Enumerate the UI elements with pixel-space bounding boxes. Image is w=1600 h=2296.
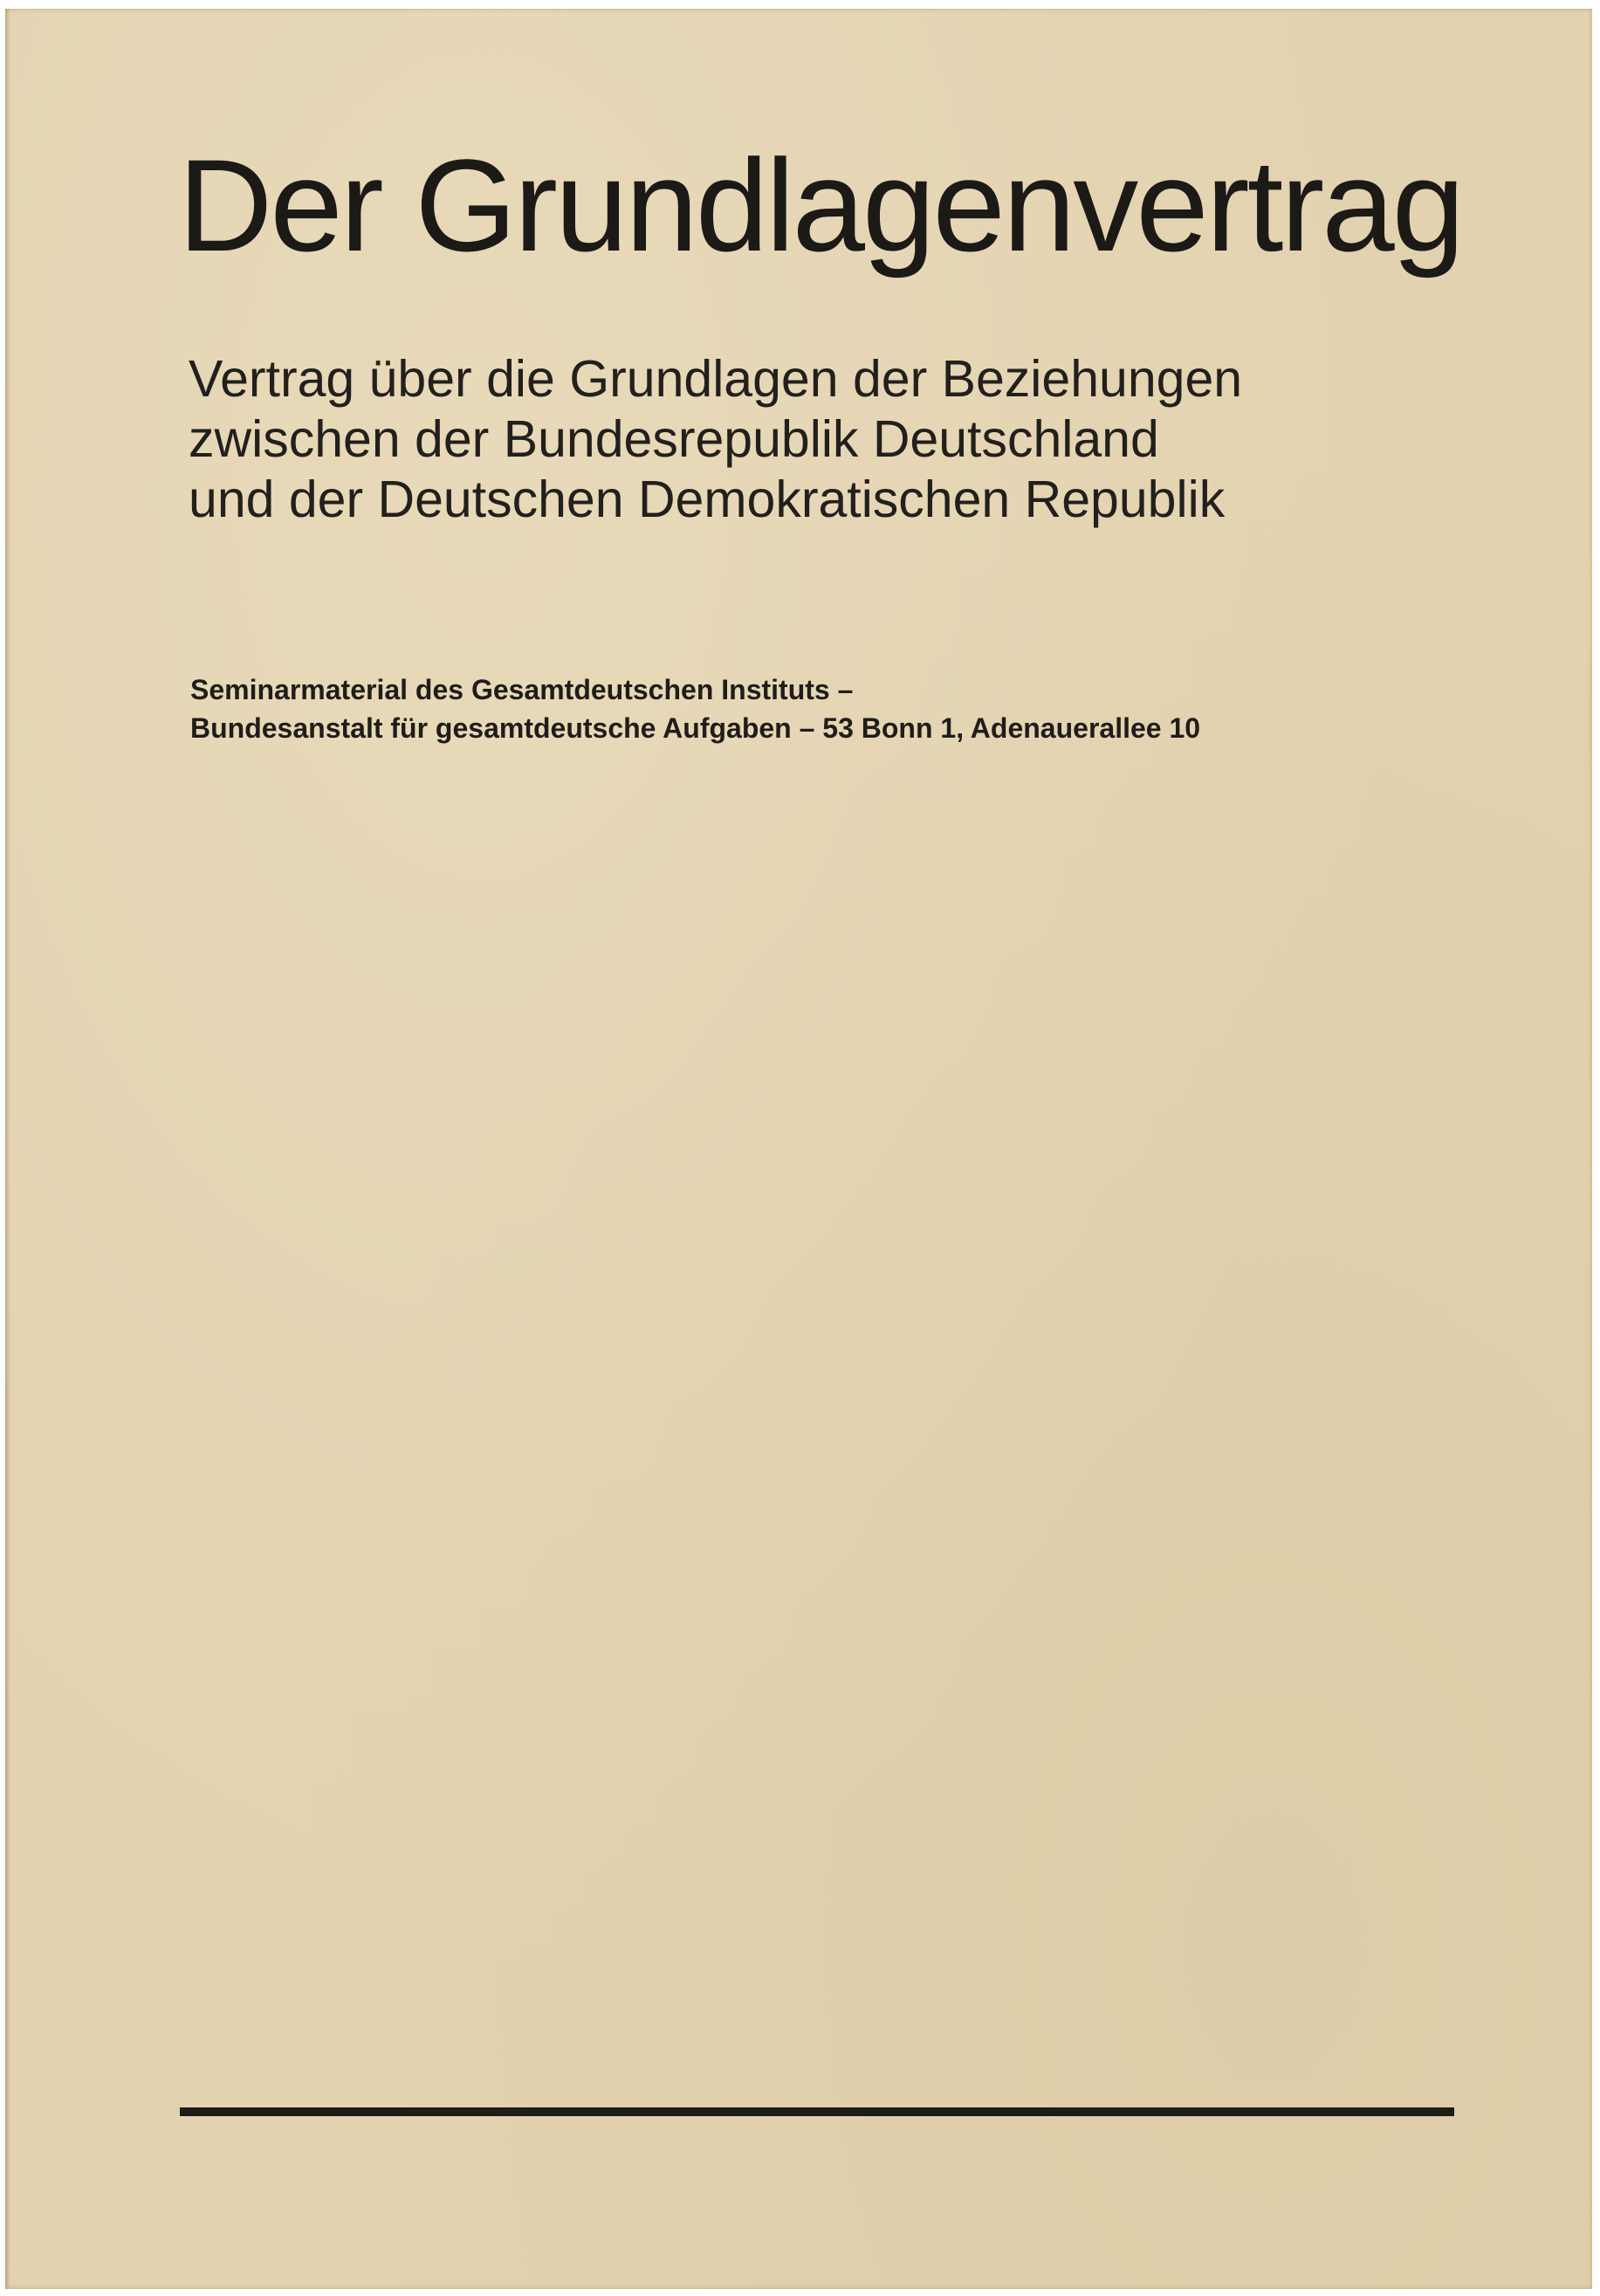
subtitle-line: Vertrag über die Grundlagen der Beziehungen — [189, 350, 1243, 408]
document-title: Der Grundlagenvertrag — [178, 132, 1463, 278]
subtitle-line: zwischen der Bundesrepublik Deutschland — [189, 410, 1159, 468]
publisher-info — [190, 670, 1200, 747]
publisher-line: Bundesanstalt für gesamtdeutsche Aufgaben – 53 Bonn 1, Adenauerallee 10 — [190, 712, 1201, 744]
paper-edge-shadow — [5, 9, 10, 2289]
subtitle-line: und der Deutschen Demokratischen Republik — [189, 471, 1226, 528]
document-cover — [5, 9, 1592, 2289]
publisher-line: Seminarmaterial des Gesamtdeutschen Instituts – — [190, 674, 854, 705]
document-subtitle — [189, 349, 1242, 530]
bottom-rule — [180, 2107, 1454, 2116]
